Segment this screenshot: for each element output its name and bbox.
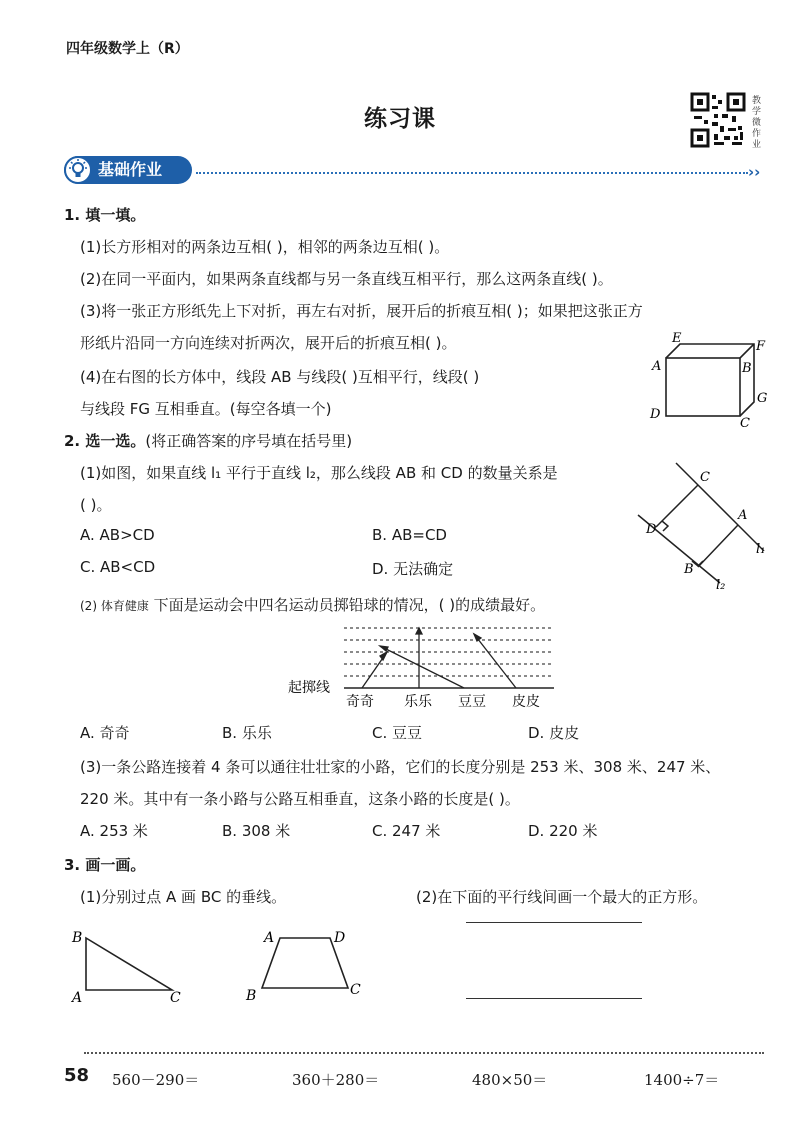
lightbulb-icon [64, 156, 92, 184]
fig-label: A [738, 508, 748, 523]
q2-1-paren: ( )。 [80, 496, 112, 514]
q2-note: (将正确答案的序号填在括号里) [145, 432, 353, 450]
q2-2-tag: (2) 体育健康 [80, 599, 149, 613]
q1-item-3-line-2: 形纸片沿同一方向连续对折两次，展开后的折痕互相( )。 [80, 334, 457, 352]
q2-1-text: (1)如图，如果直线 l₁ 平行于直线 l₂，那么线段 AB 和 CD 的数量关系是 [80, 464, 558, 482]
q2-2-row [80, 594, 545, 615]
trapezoid-figure [244, 924, 374, 1008]
calc-item: 360＋280＝ [292, 1071, 380, 1089]
fig-label: l₂ [716, 578, 726, 593]
triangle-label: B [72, 930, 83, 946]
q2-3-option-a[interactable]: A. 253 米 [80, 822, 148, 840]
athlete-name: 豆豆 [458, 694, 486, 710]
shotput-figure [284, 620, 574, 710]
q2-1-option-d[interactable]: D. 无法确定 [372, 560, 454, 578]
q1-item-1: (1)长方形相对的两条边互相( )，相邻的两条边互相( )。 [80, 238, 450, 256]
q2-2-option-c[interactable]: C. 豆豆 [372, 724, 423, 742]
q2-2-text: 下面是运动会中四名运动员掷铅球的情况，( )的成绩最好。 [153, 596, 546, 614]
double-arrow-icon: ›› [748, 163, 761, 181]
athlete-name: 皮皮 [512, 694, 540, 710]
cuboid-label: B [742, 361, 752, 376]
q2-1-option-a[interactable]: A. AB>CD [80, 526, 155, 544]
cuboid-figure [646, 330, 772, 430]
athlete-name: 乐乐 [404, 694, 432, 710]
q2-3-option-c[interactable]: C. 247 米 [372, 822, 441, 840]
athlete-name: 奇奇 [346, 694, 374, 710]
cuboid-label: C [740, 416, 750, 430]
q2-heading: 2. 选一选。 [64, 432, 146, 450]
cuboid-label: F [756, 339, 766, 354]
q2-3-text-1: (3)一条公路连接着 4 条可以通往壮壮家的小路，它们的长度分别是 253 米、308 米、247 米、 [80, 758, 721, 776]
q2-2-option-d[interactable]: D. 皮皮 [528, 724, 580, 742]
cuboid-label: A [652, 359, 662, 374]
triangle-label: A [72, 990, 83, 1006]
q2-2-option-b[interactable]: B. 乐乐 [222, 724, 272, 742]
triangle-figure [70, 924, 190, 1008]
fig-label: B [684, 562, 694, 577]
q2-heading-row [64, 430, 352, 451]
q3-2-text: (2)在下面的平行线间画一个最大的正方形。 [416, 888, 708, 906]
q1-item-4-line-1: (4)在右图的长方体中，线段 AB 与线段( )互相平行，线段( ) [80, 368, 480, 386]
q1-item-4-line-2: 与线段 FG 互相垂直。(每空各填一个) [80, 400, 332, 418]
q2-3-option-d[interactable]: D. 220 米 [528, 822, 598, 840]
footer-divider [84, 1052, 764, 1054]
trapezoid-label: C [350, 982, 361, 998]
page-number: 58 [64, 1065, 90, 1086]
page-title: 练习课 [364, 106, 436, 132]
q2-2-option-a[interactable]: A. 奇奇 [80, 724, 130, 742]
calc-item: 1400÷7＝ [644, 1071, 720, 1089]
qr-code[interactable] [690, 92, 746, 148]
launch-line-label: 起掷线 [288, 680, 330, 696]
fig-label: D [646, 522, 657, 537]
triangle-label: C [170, 990, 181, 1006]
parallel-line-bottom [466, 998, 642, 999]
calc-item: 560－290＝ [112, 1071, 200, 1089]
calc-item: 480×50＝ [472, 1071, 548, 1089]
q1-item-3-line-1: (3)将一张正方形纸先上下对折，再左右对折，展开后的折痕互相( )；如果把这张正方 [80, 302, 643, 320]
trapezoid-label: D [334, 930, 346, 946]
q1-item-2: (2)在同一平面内，如果两条直线都与另一条直线互相平行，那么这两条直线( )。 [80, 270, 613, 288]
cuboid-label: E [672, 331, 682, 346]
parallel-line-top [466, 922, 642, 923]
q3-1-text: (1)分别过点 A 画 BC 的垂线。 [80, 888, 287, 906]
q2-1-option-c[interactable]: C. AB<CD [80, 558, 156, 576]
cuboid-label: D [650, 407, 661, 422]
fig-label: C [700, 470, 710, 485]
section-badge: 基础作业 [64, 156, 192, 184]
q2-3-option-b[interactable]: B. 308 米 [222, 822, 291, 840]
cuboid-label: G [757, 391, 768, 406]
section-divider [196, 172, 748, 174]
q2-3-text-2: 220 米。其中有一条小路与公路互相垂直，这条小路的长度是( )。 [80, 790, 520, 808]
q3-heading: 3. 画一画。 [64, 856, 146, 874]
q2-1-option-b[interactable]: B. AB=CD [372, 526, 447, 544]
book-label: 四年级数学上（R） [66, 41, 189, 57]
trapezoid-label: A [264, 930, 275, 946]
fig-label: l₁ [756, 542, 766, 557]
qr-caption: 教学微作业 [752, 96, 762, 150]
q1-heading: 1. 填一填。 [64, 206, 146, 224]
parallel-lines-figure [630, 455, 770, 595]
trapezoid-label: B [246, 988, 257, 1004]
